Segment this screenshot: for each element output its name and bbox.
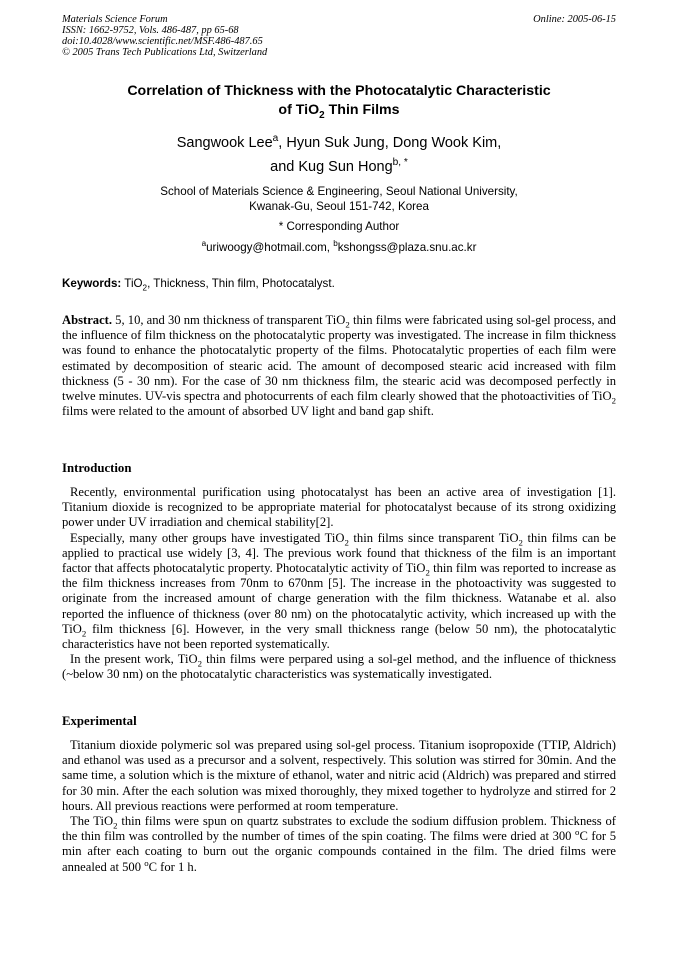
intro-p3-b: thin films were perpared using a sol-gel method, and the influence of thickness (~below 30 nm) on the photocatalytic characteristics was systematically investigated. (62, 652, 616, 682)
experimental-body (62, 738, 616, 875)
journal-header (62, 14, 616, 58)
exp-p2-d: C for 1 h. (148, 859, 197, 874)
doi-line: doi:10.4028/www.scientific.net/MSF.486-487.65 (62, 36, 263, 47)
exp-degree-2: o (144, 857, 149, 868)
email-a: uriwoogy@hotmail.com, (206, 241, 334, 254)
intro-paragraph-1: Recently, environmental purification using photocatalyst has been an active area of investigation [1]. Titanium dioxide is recognized to be appropriate material for photocatalyst because of its strong oxidizing power under UV irradiation and chemical stability[2]. (62, 485, 616, 530)
abstract-sub-1: 2 (345, 319, 350, 330)
email-a-sup: a (201, 239, 207, 249)
title-subscript: 2 (319, 109, 325, 121)
author-1: Sangwook Lee (176, 135, 273, 151)
corresponding-author: * Corresponding Author (278, 220, 400, 233)
title-line-2 (62, 101, 616, 120)
abstract-text-3: films were related to the amount of absorbed UV light and band gap shift. (62, 404, 434, 419)
introduction-body (62, 485, 616, 683)
intro-p2-a: Especially, many other groups have investigated TiO (70, 530, 345, 545)
intro-p2-e: film thickness [6]. However, in the very small thickness range (below 50 nm), the photocatalytic characteristics have not been reported systematically. (62, 621, 616, 652)
abstract-sub-2: 2 (611, 395, 616, 406)
author-line-1 (62, 131, 616, 155)
issn-line: ISSN: 1662-9752, Vols. 486-487, pp 65-68 (62, 25, 239, 36)
affiliation-line-1: School of Materials Science & Engineering, Seoul National University, (160, 185, 518, 198)
author-line-1-rest: , Hyun Suk Jung, Dong Wook Kim, (278, 135, 502, 151)
affiliation-line-2: Kwanak-Gu, Seoul 151-742, Korea (249, 200, 429, 213)
paper-title (62, 82, 616, 120)
intro-p2-sub-1: 2 (344, 537, 349, 548)
email-b: kshongss@plaza.snu.ac.kr (337, 241, 477, 254)
exp-p2-sub: 2 (113, 820, 118, 831)
author-emails (62, 240, 616, 255)
exp-degree-1: o (575, 827, 580, 838)
author-last-sup: b, * (392, 157, 408, 169)
intro-paragraph-3 (62, 652, 616, 682)
title-line-1: Correlation of Thickness with the Photocatalytic Characteristic (127, 83, 551, 99)
abstract-text-1: 5, 10, and 30 nm thickness of transparent TiO (112, 313, 346, 327)
intro-p2-b: thin films since transparent TiO (348, 530, 519, 545)
exp-p2-a: The TiO (70, 814, 114, 829)
intro-p2-sub-3: 2 (425, 567, 430, 578)
exp-p2-c: C for 5 min after each coating to burn out the organic compounds contained in the film. The dried films were annealed at 500 (62, 829, 616, 874)
intro-p3-sub: 2 (197, 658, 202, 669)
author-line-2 (62, 155, 616, 179)
experimental-heading: Experimental (62, 714, 137, 728)
intro-p2-c: thin films can be applied to practical use widely [3, 4]. The previous work found that thickness of the film is an important factor that affects photocatalytic property. Photocatalytic activity of TiO (62, 530, 616, 576)
intro-paragraph-2 (62, 531, 616, 653)
author-list (62, 131, 616, 179)
introduction-heading: Introduction (62, 461, 132, 475)
intro-p2-sub-2: 2 (518, 537, 523, 548)
abstract-text-2: thin films were fabricated using sol-gel process, and the influence of film thickness on the photocatalytic property was investigated. The increase in film thickness was found to enhance the photocatalytic property of the films. Photocatalytic properties of each film were estimated by decomposition of stearic acid. The amount of decomposed stearic acid increased with film thickness (5 - 30 nm). For the case of 30 nm thickness film, the stearic acid was decomposed perfectly in twelve minutes. UV-vis spectra and photocurrents of each film clearly showed that the photoactivities of TiO (62, 313, 616, 404)
online-date: Online: 2005-06-15 (533, 14, 616, 25)
keywords-post: , Thickness, Thin film, Photocatalyst. (147, 277, 335, 290)
author-1-sup: a (272, 133, 279, 145)
keywords-pre: TiO (121, 277, 143, 290)
exp-p2-b: thin films were spun on quartz substrates to exclude the sodium diffusion problem. Thickness of the thin film was controlled by the number of times of the spin coating. The films were dried at 300 (62, 814, 617, 844)
title-line-2-post: Thin Films (324, 102, 400, 118)
journal-name: Materials Science Forum (62, 14, 168, 25)
intro-p2-d: thin film was reported to increase as the film thickness increases from 70nm to 670nm [5]. The increase in the photoactivity was suggested to originate from the increased amount of charge generation with the film thickness. Watanabe et al. also reported the influence of thickness (over 80 nm) on the photocatalytic activity, which increased up with the TiO (62, 561, 616, 636)
title-line-2-pre: of TiO (278, 102, 320, 118)
intro-p3-a: In the present work, TiO (70, 652, 198, 667)
keywords-sub: 2 (142, 283, 148, 293)
exp-paragraph-1: Titanium dioxide polymeric sol was prepared using sol-gel process. Titanium isopropoxide (TTIP, Aldrich) and ethanol was used as a precursor and a solvent, respectively. This solution was stirred for 30min. And the same time, a solution which is the mixture of ethanol, water and nitric acid (Aldrich) was prepared and stirred for 30 min. After the each solution was mixed thoroughly, they mixed together to hydrolyze and stirred for 2 hours. All previous reactions were performed at room temperature. (62, 738, 616, 813)
affiliation (62, 184, 616, 214)
abstract (62, 313, 616, 419)
keywords-label: Keywords: (62, 277, 122, 290)
email-b-sup: b (333, 239, 338, 249)
author-last: and Kug Sun Hong (270, 159, 393, 175)
intro-p2-sub-4: 2 (81, 628, 87, 639)
keywords (62, 276, 616, 291)
abstract-label: Abstract. (62, 313, 113, 327)
copyright-line: © 2005 Trans Tech Publications Ltd, Switzerland (62, 47, 268, 58)
exp-paragraph-2 (62, 814, 616, 875)
